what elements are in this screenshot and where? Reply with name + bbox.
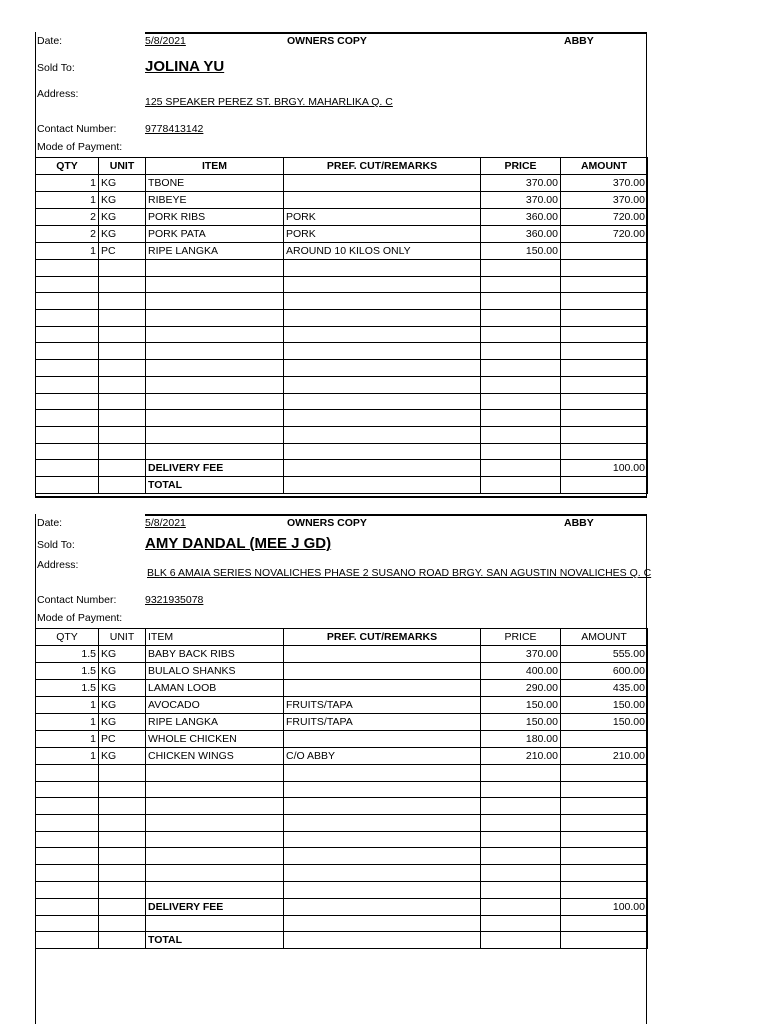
sold-to-label: Sold To: [37,62,75,74]
unit-cell: KG [99,697,146,714]
agent-name: ABBY [564,517,594,529]
price-cell: 400.00 [481,663,561,680]
unit-cell: KG [99,226,146,243]
amount-cell: 150.00 [561,714,648,731]
mode-of-payment-label: Mode of Payment: [37,612,123,624]
address-label: Address: [37,559,79,571]
delivery-fee-row [36,898,648,915]
amount-cell: 720.00 [561,209,648,226]
remarks-cell: C/O ABBY [284,748,481,765]
address-value: BLK 6 AMAIA SERIES NOVALICHES PHASE 2 SUSANO ROAD BRGY. SAN AGUSTIN NOVALICHES Q. C [147,567,652,579]
empty-row [36,293,648,310]
price-cell: 210.00 [481,748,561,765]
remarks-cell [284,731,481,748]
contact-value: 9321935078 [145,594,204,606]
price-cell: 360.00 [481,226,561,243]
price-cell: 290.00 [481,680,561,697]
price-cell: 370.00 [481,192,561,209]
unit-cell: KG [99,748,146,765]
items-table [35,157,648,494]
col-amount: AMOUNT [561,158,648,175]
empty-row [36,310,648,327]
empty-row [36,426,648,443]
address-label: Address: [37,88,79,100]
empty-row [36,343,648,360]
item-cell: BULALO SHANKS [146,663,284,680]
amount-cell: 370.00 [561,175,648,192]
col-unit: UNIT [99,629,146,646]
qty-cell: 1.5 [36,680,99,697]
delivery-fee-amount: 100.00 [561,460,648,477]
table-row [36,209,648,226]
item-cell: RIBEYE [146,192,284,209]
amount-cell: 720.00 [561,226,648,243]
unit-cell: KG [99,646,146,663]
qty-cell: 1 [36,697,99,714]
empty-row [36,376,648,393]
unit-cell: KG [99,663,146,680]
col-price: PRICE [481,629,561,646]
empty-row [36,815,648,832]
items-table [35,628,648,949]
total-row [36,477,648,494]
remarks-cell: FRUITS/TAPA [284,714,481,731]
qty-cell: 1.5 [36,663,99,680]
address-value: 125 SPEAKER PEREZ ST. BRGY. MAHARLIKA Q. C [145,96,393,108]
empty-row [36,260,648,277]
item-cell: RIPE LANGKA [146,714,284,731]
top-border [145,32,647,34]
total-amount [561,932,648,949]
qty-cell: 1 [36,243,99,260]
copy-label: OWNERS COPY [287,35,367,47]
qty-cell: 1 [36,175,99,192]
total-row [36,932,648,949]
table-header-row [36,158,648,175]
col-remarks: PREF. CUT/REMARKS [284,629,481,646]
date-value: 5/8/2021 [145,517,186,529]
unit-cell: KG [99,192,146,209]
item-cell: BABY BACK RIBS [146,646,284,663]
price-cell: 360.00 [481,209,561,226]
item-cell: CHICKEN WINGS [146,748,284,765]
date-label: Date: [37,517,63,529]
amount-cell: 600.00 [561,663,648,680]
table-header-row [36,629,648,646]
empty-row [36,765,648,782]
unit-cell: KG [99,680,146,697]
empty-row [36,781,648,798]
table-row [36,646,648,663]
col-qty: QTY [36,158,99,175]
col-price: PRICE [481,158,561,175]
item-cell: RIPE LANGKA [146,243,284,260]
copy-label: OWNERS COPY [287,517,367,529]
qty-cell: 1 [36,748,99,765]
qty-cell: 2 [36,209,99,226]
remarks-cell [284,646,481,663]
amount-cell: 150.00 [561,697,648,714]
col-remarks: PREF. CUT/REMARKS [284,158,481,175]
sold-to-label: Sold To: [37,539,75,551]
contact-value: 9778413142 [145,123,204,135]
remarks-cell: PORK [284,209,481,226]
remarks-cell [284,680,481,697]
delivery-fee-label: DELIVERY FEE [146,460,284,477]
unit-cell: KG [99,714,146,731]
price-cell: 370.00 [481,175,561,192]
price-cell: 150.00 [481,714,561,731]
table-row [36,663,648,680]
amount-cell: 435.00 [561,680,648,697]
empty-row [36,881,648,898]
col-qty: QTY [36,629,99,646]
qty-cell: 1.5 [36,646,99,663]
qty-cell: 1 [36,731,99,748]
delivery-fee-row [36,460,648,477]
price-cell: 150.00 [481,243,561,260]
item-cell: PORK RIBS [146,209,284,226]
contact-label: Contact Number: [37,123,117,135]
table-row [36,748,648,765]
remarks-cell: FRUITS/TAPA [284,697,481,714]
form-bottom-border [35,496,647,498]
unit-cell: KG [99,175,146,192]
col-item: ITEM [146,158,284,175]
item-cell: PORK PATA [146,226,284,243]
empty-row [36,443,648,460]
table-row [36,731,648,748]
empty-row [36,798,648,815]
remarks-cell: PORK [284,226,481,243]
qty-cell: 1 [36,192,99,209]
total-amount [561,477,648,494]
customer-name: JOLINA YU [145,58,225,75]
date-label: Date: [37,35,63,47]
delivery-fee-amount: 100.00 [561,898,648,915]
col-amount: AMOUNT [561,629,648,646]
date-value: 5/8/2021 [145,35,186,47]
contact-label: Contact Number: [37,594,117,606]
qty-cell: 2 [36,226,99,243]
mode-of-payment-label: Mode of Payment: [37,141,123,153]
empty-row [36,915,648,932]
unit-cell: PC [99,243,146,260]
table-row [36,243,648,260]
empty-row [36,326,648,343]
remarks-cell: AROUND 10 KILOS ONLY [284,243,481,260]
amount-cell: 370.00 [561,192,648,209]
empty-row [36,848,648,865]
item-cell: LAMAN LOOB [146,680,284,697]
item-cell: WHOLE CHICKEN [146,731,284,748]
table-row [36,680,648,697]
amount-cell: 210.00 [561,748,648,765]
amount-cell: 555.00 [561,646,648,663]
delivery-fee-label: DELIVERY FEE [146,898,284,915]
table-row [36,192,648,209]
item-cell: TBONE [146,175,284,192]
amount-cell [561,243,648,260]
empty-row [36,393,648,410]
col-item: ITEM [146,629,284,646]
price-cell: 180.00 [481,731,561,748]
table-row [36,226,648,243]
qty-cell: 1 [36,714,99,731]
empty-row [36,865,648,882]
top-border [145,514,647,516]
customer-name: AMY DANDAL (MEE J GD) [145,535,332,552]
empty-row [36,360,648,377]
item-cell: AVOCADO [146,697,284,714]
remarks-cell [284,192,481,209]
table-row [36,697,648,714]
empty-row [36,410,648,427]
remarks-cell [284,663,481,680]
col-unit: UNIT [99,158,146,175]
table-row [36,175,648,192]
price-cell: 370.00 [481,646,561,663]
unit-cell: PC [99,731,146,748]
amount-cell [561,731,648,748]
empty-row [36,831,648,848]
remarks-cell [284,175,481,192]
price-cell: 150.00 [481,697,561,714]
table-row [36,714,648,731]
empty-row [36,276,648,293]
total-label: TOTAL [146,932,284,949]
total-label: TOTAL [146,477,284,494]
unit-cell: KG [99,209,146,226]
agent-name: ABBY [564,35,594,47]
